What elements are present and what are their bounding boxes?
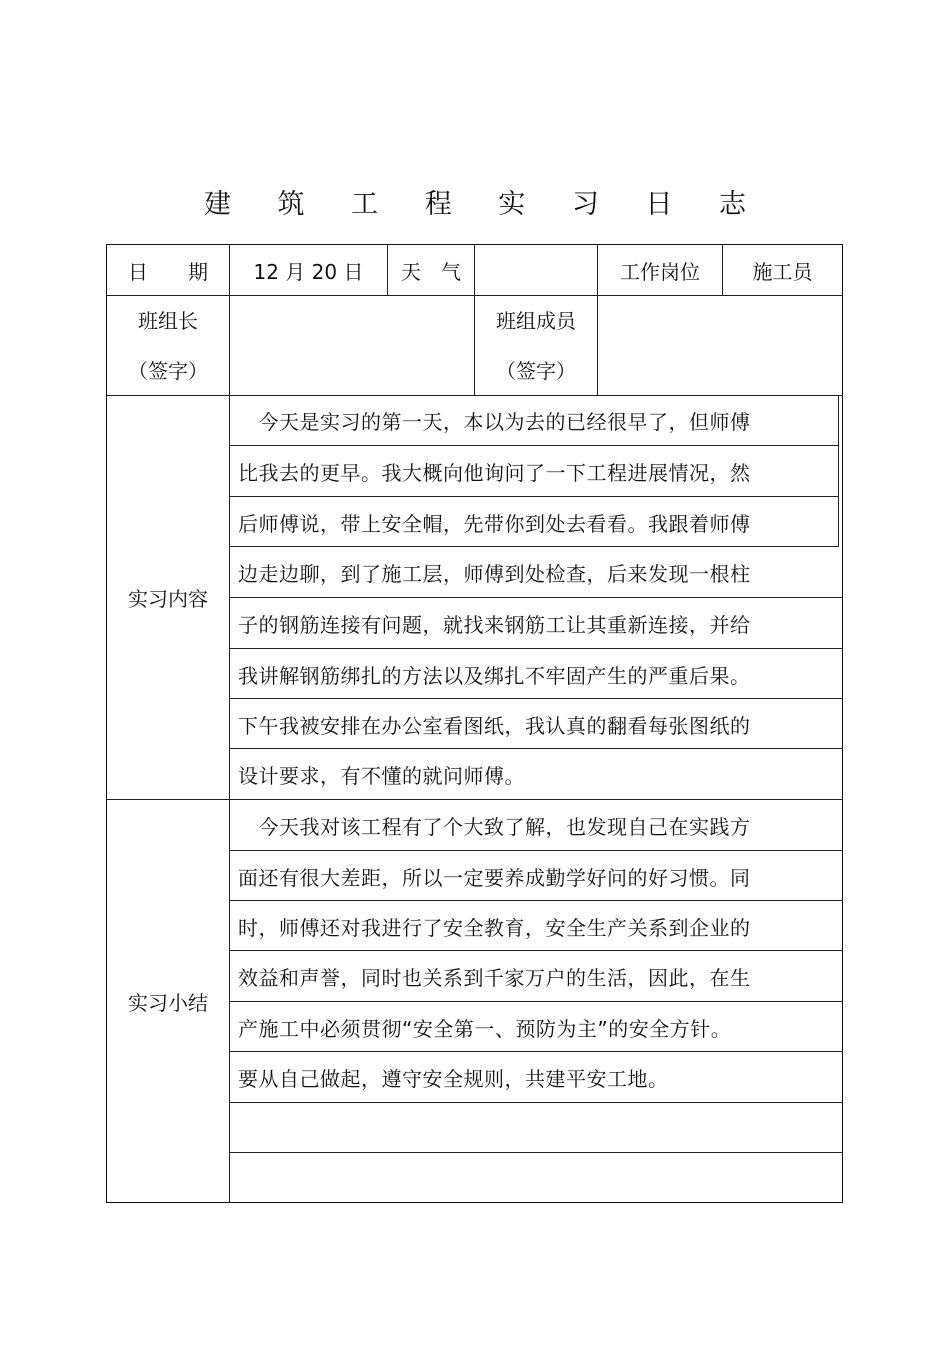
- content-line: 后师傅说，带上安全帽，先带你到处去看看。我跟着师傅: [238, 511, 751, 536]
- summary-line: 今天我对该工程有了个大致了解，也发现自己在实践方: [238, 814, 751, 839]
- content-line: 今天是实习的第一天，本以为去的已经很早了，但师傅: [238, 409, 751, 434]
- page-title: 建 筑 工 程 实 习 日 志: [203, 189, 766, 220]
- position-value: 施工员: [752, 259, 813, 284]
- content-label: 实习内容: [128, 587, 208, 611]
- summary-line: 产施工中必须贯彻“安全第一、预防为主”的安全方针。: [238, 1016, 732, 1041]
- summary-line: 时，师傅还对我进行了安全教育，安全生产关系到企业的: [238, 915, 751, 940]
- leader-sign-note: （签字）: [128, 358, 208, 383]
- content-line: 设计要求，有不懂的就问师傅。: [238, 763, 525, 788]
- date-value: 12 月 20 日: [253, 259, 364, 284]
- content-line: 子的钢筋连接有问题，就找来钢筋工让其重新连接，并给: [238, 612, 751, 637]
- leader-label: 班组长: [138, 308, 198, 333]
- summary-line: 面还有很大差距，所以一定要养成勤学好问的好习惯。同: [238, 865, 751, 890]
- members-label: 班组成员: [496, 308, 576, 333]
- position-label: 工作岗位: [620, 259, 700, 284]
- members-sign-note: （签字）: [496, 358, 576, 383]
- date-label: 日 期: [128, 259, 208, 284]
- summary-line: [238, 1153, 838, 1203]
- summary-line: [238, 1103, 838, 1153]
- summary-line: 要从自己做起，遵守安全规则，共建平安工地。: [238, 1066, 669, 1091]
- inner-margin-line: [838, 395, 839, 547]
- summary-line: 效益和声誉，同时也关系到千家万户的生活，因此，在生: [238, 965, 751, 990]
- leader-signature-field[interactable]: [230, 296, 474, 395]
- weather-value: [475, 245, 597, 295]
- summary-label: 实习小结: [128, 990, 208, 1015]
- content-line: 我讲解钢筋绑扎的方法以及绑扎不牢固产生的严重后果。: [238, 663, 751, 688]
- content-line: 边走边聊，到了施工层，师傅到处检查，后来发现一根柱: [238, 561, 751, 586]
- table-border-right: [842, 244, 843, 1203]
- members-signature-field[interactable]: [598, 296, 842, 395]
- content-line: 下午我被安排在办公室看图纸，我认真的翻看每张图纸的: [238, 713, 751, 738]
- weather-label: 天 气: [401, 259, 461, 284]
- content-line: 比我去的更早。我大概向他询问了一下工程进展情况，然: [238, 460, 751, 485]
